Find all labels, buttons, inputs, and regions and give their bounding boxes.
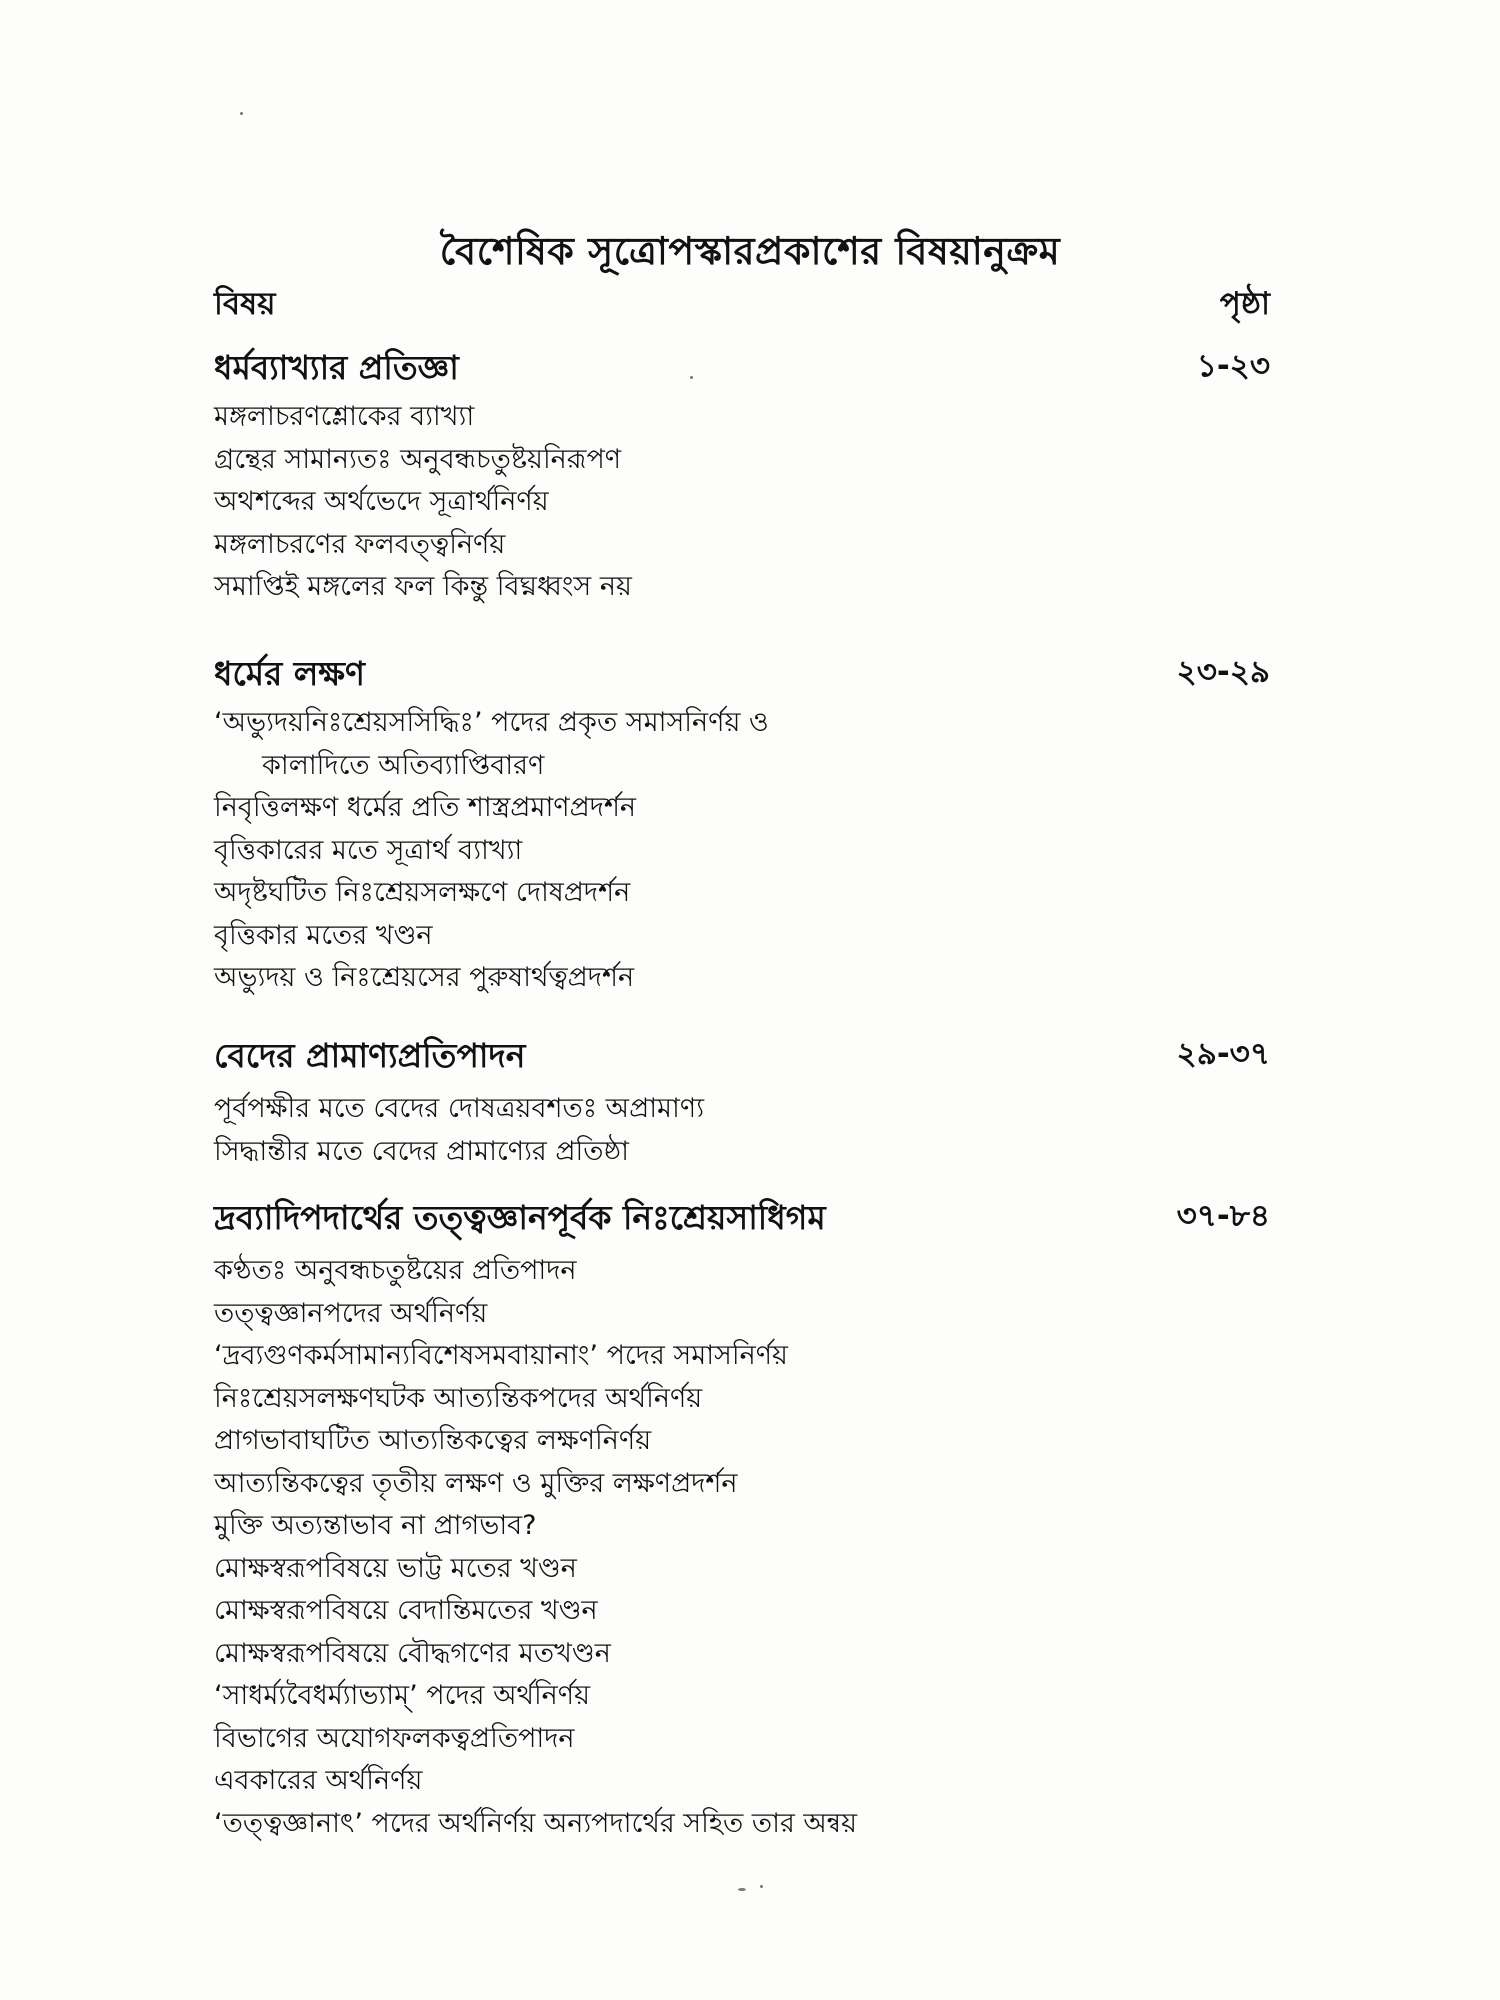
toc-entry: নিঃশ্রেয়সলক্ষণঘটক আত্যন্তিকপদের অর্থনির্ণয় [214,1382,703,1414]
toc-entry: ‘সাধর্ম্যবৈধর্ম্যাভ্যাম্’ পদের অর্থনির্ণয় [214,1680,591,1711]
section-title: ধর্মের লক্ষণ [214,654,365,693]
toc-entry: মোক্ষস্বরূপবিষয়ে বৌদ্ধগণের মতখণ্ডন [214,1637,611,1669]
page-title: বৈশেষিক সূত্রোপস্কারপ্রকাশের বিষয়ানুক্রম [439,229,1061,273]
section-page-range: ৩৭-৮৪ [1176,1198,1270,1234]
toc-entry: অভ্যুদয় ও নিঃশ্রেয়সের পুরুষার্থত্বপ্রদর্শন [214,962,635,993]
section-heading-row [214,1030,1270,1088]
subject-column-header: বিষয় [214,286,276,322]
section-page-range: ১-২৩ [1196,348,1270,384]
toc-entry: বৃত্তিকার মতের খণ্ডন [214,919,433,951]
toc-entry: এবকারের অর্থনির্ণয় [214,1765,423,1796]
toc-entry: মোক্ষস্বরূপবিষয়ে বেদান্তিমতের খণ্ডন [214,1595,598,1626]
toc-entry: সমাপ্তিই মঙ্গলের ফল কিন্তু বিঘ্নধ্বংস নয় [214,571,632,602]
section-title: ধর্মব্যাখ্যার প্রতিজ্ঞা [214,348,459,387]
toc-entry: মোক্ষস্বরূপবিষয়ে ভাট্ট মতের খণ্ডন [214,1552,577,1584]
toc-entry: তত্ত্বজ্ঞানপদের অর্থনির্ণয় [214,1297,488,1329]
toc-entry: মঙ্গলাচরণশ্লোকের ব্যাখ্যা [214,401,475,432]
toc-entry: মুক্তি অত্যন্তাভাব না প্রাগভাব? [214,1510,537,1541]
toc-entry: আত্যন্তিকত্বের তৃতীয় লক্ষণ ও মুক্তির লক্ষণপ্রদর্শন [214,1467,738,1499]
toc-entry: ‘তত্ত্বজ্ঞানাৎ’ পদের অর্থনির্ণয় অন্যপদার্থের সহিত তার অন্বয় [214,1807,857,1839]
section-page-range: ২৩-২৯ [1176,654,1270,690]
toc-entry-continuation: কালাদিতে অতিব্যাপ্তিবারণ [262,749,545,781]
toc-entry: গ্রন্থের সামান্যতঃ অনুবন্ধচতুষ্টয়নিরূপণ [214,443,622,475]
toc-entry: মঙ্গলাচরণের ফলবত্ত্বনির্ণয় [214,528,506,560]
toc-entry: বৃত্তিকারের মতে সূত্রার্থ ব্যাখ্যা [214,834,523,866]
toc-entry: পূর্বপক্ষীর মতে বেদের দোষত্রয়বশতঃ অপ্রামাণ্য [214,1093,705,1124]
scan-speck [760,1885,763,1888]
section-page-range: ২৯-৩৭ [1176,1036,1270,1072]
section-heading-row [214,342,1270,396]
page-column-header: পৃষ্ঠা [1219,286,1270,322]
toc-entry: নিবৃত্তিলক্ষণ ধর্মের প্রতি শাস্ত্রপ্রমাণপ্রদর্শন [214,792,637,823]
toc-entry: অথশব্দের অর্থভেদে সূত্রার্থনির্ণয় [214,486,549,517]
toc-entry: ‘দ্রব্যগুণকর্মসামান্যবিশেষসমবায়ানাং’ পদের সমাসনির্ণয় [214,1340,788,1371]
toc-entry: ‘অভ্যুদয়নিঃশ্রেয়সসিদ্ধিঃ’ পদের প্রকৃত সমাসনির্ণয় ও [214,707,769,738]
toc-section [214,1192,1270,1845]
toc-section [214,342,1270,609]
toc-section [214,1030,1270,1173]
toc-entry: বিভাগের অযোগফলকত্বপ্রতিপাদন [214,1722,575,1754]
section-title: বেদের প্রামাণ্যপ্রতিপাদন [214,1036,526,1075]
toc-entry: কণ্ঠতঃ অনুবন্ধচতুষ্টয়ের প্রতিপাদন [214,1255,577,1286]
section-heading-row [214,1192,1270,1250]
toc-entry: প্রাগভাবাঘটিত আত্যন্তিকত্বের লক্ষণনির্ণয় [214,1425,652,1456]
scan-speck [738,1888,746,1891]
toc-section [214,648,1270,1000]
toc-entry: সিদ্ধান্তীর মতে বেদের প্রামাণ্যের প্রতিষ্ঠা [214,1135,629,1167]
scan-speck [240,112,243,115]
toc-entry: অদৃষ্টঘটিত নিঃশ্রেয়সলক্ষণে দোষপ্রদর্শন [214,877,631,908]
section-title: দ্রব্যাদিপদার্থের তত্ত্বজ্ঞানপূর্বক নিঃশ্রেয়সাধিগম [214,1198,826,1237]
section-heading-row [214,648,1270,702]
